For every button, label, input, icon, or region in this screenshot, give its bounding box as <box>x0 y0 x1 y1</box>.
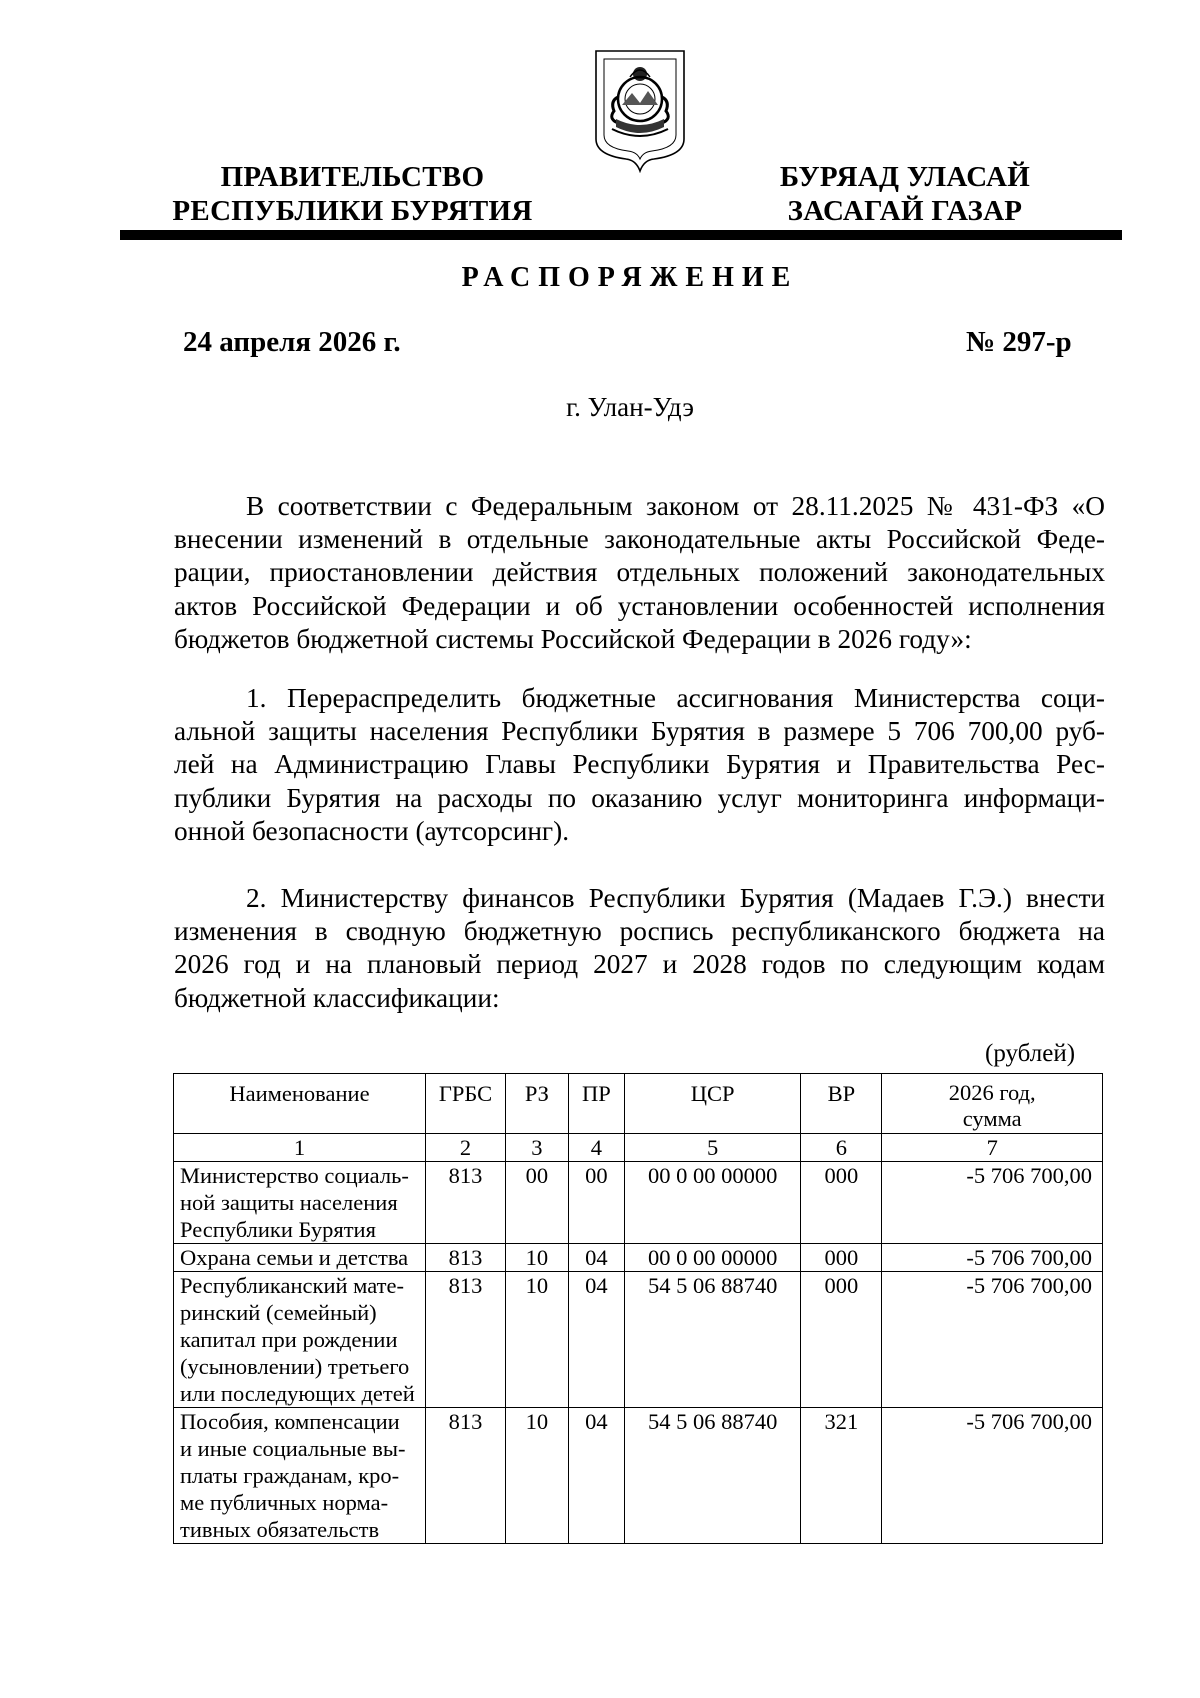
table-header-row <box>174 1074 1103 1134</box>
text-line: бюджетов бюджетной системы Российской Федерации в 2026 году»: <box>174 623 972 654</box>
text-line: 2. Министерству финансов Республики Бурятия (Мадаев Г.Э.) внести <box>246 883 1105 913</box>
row-name <box>174 1408 426 1544</box>
index-cell: 1 <box>174 1134 426 1162</box>
row-name-line: Министерство социаль- <box>180 1163 409 1188</box>
col-header-grbs: ГРБС <box>425 1074 505 1134</box>
row-name-line: Республики Бурятия <box>180 1217 376 1242</box>
text-line: публики Бурятия на расходы по оказанию услуг мониторинга информаци- <box>174 782 1105 813</box>
row-sum: -5 706 700,00 <box>882 1162 1103 1244</box>
col-header-pr: ПР <box>568 1074 624 1134</box>
item-2-paragraph <box>174 882 1105 1015</box>
row-name-line: или последующих детей <box>180 1381 415 1406</box>
row-rz: 00 <box>505 1162 568 1244</box>
header-right-line1: БУРЯАД УЛАСАЙ <box>779 161 1031 193</box>
row-name-line: тивных обязательств <box>180 1517 380 1542</box>
row-name-line: ной защиты населения <box>180 1190 398 1215</box>
col-header-csr: ЦСР <box>624 1074 801 1134</box>
row-name-line: ме публичных норма- <box>180 1490 389 1515</box>
text-line: рации, приостановлении действия отдельных положений законодательных <box>174 557 1105 588</box>
col-header-sum <box>882 1074 1103 1134</box>
table-index-row <box>174 1134 1103 1162</box>
row-grbs: 813 <box>425 1162 505 1244</box>
header-left-line2: РЕСПУБЛИКИ БУРЯТИЯ <box>172 195 533 227</box>
row-grbs: 813 <box>425 1272 505 1408</box>
row-name-line: Охрана семьи и детства <box>180 1245 409 1270</box>
row-rz: 10 <box>505 1244 568 1272</box>
row-vr: 000 <box>801 1244 882 1272</box>
row-pr: 04 <box>568 1408 624 1544</box>
row-pr: 00 <box>568 1162 624 1244</box>
row-name <box>174 1272 426 1408</box>
text-line: изменения в сводную бюджетную роспись республиканского бюджета на <box>174 916 1105 947</box>
text-line: бюджетной классификации: <box>174 982 500 1013</box>
header-left-line1: ПРАВИТЕЛЬСТВО <box>220 161 485 193</box>
item-1-paragraph <box>174 682 1105 848</box>
row-vr: 000 <box>801 1162 882 1244</box>
text-line: онной безопасности (аутсорсинг). <box>174 815 570 846</box>
row-vr: 000 <box>801 1272 882 1408</box>
budget-table <box>173 1073 1103 1544</box>
row-name <box>174 1244 426 1272</box>
row-vr: 321 <box>801 1408 882 1544</box>
header-right-line2: ЗАСАГАЙ ГАЗАР <box>787 195 1023 227</box>
document-date: 24 апреля 2026 г. <box>183 326 401 358</box>
table-row <box>174 1272 1103 1408</box>
document-title: РАСПОРЯЖЕНИЕ <box>461 262 799 293</box>
col-header-name: Наименование <box>174 1074 426 1134</box>
row-grbs: 813 <box>425 1244 505 1272</box>
text-line: внесении изменений в отдельные законодательные акты Российской Феде- <box>174 524 1105 555</box>
table-row <box>174 1162 1103 1244</box>
index-cell: 7 <box>882 1134 1103 1162</box>
row-name <box>174 1162 426 1244</box>
row-name-line: и иные социальные вы- <box>180 1436 406 1461</box>
header-left <box>150 160 555 228</box>
index-cell: 2 <box>425 1134 505 1162</box>
row-csr: 54 5 06 88740 <box>624 1408 801 1544</box>
index-cell: 6 <box>801 1134 882 1162</box>
index-cell: 3 <box>505 1134 568 1162</box>
text-line: 1. Перераспределить бюджетные ассигнования Министерства соци- <box>246 683 1105 713</box>
row-pr: 04 <box>568 1244 624 1272</box>
row-name-line: (усыновлении) третьего <box>180 1354 410 1379</box>
col-header-sum-line1: 2026 год, <box>948 1080 1036 1105</box>
row-rz: 10 <box>505 1272 568 1408</box>
row-name-line: капитал при рождении <box>180 1327 398 1352</box>
text-line: лей на Администрацию Главы Республики Бурятия и Правительства Рес- <box>174 749 1105 780</box>
col-header-vr: ВР <box>801 1074 882 1134</box>
row-name-line: Пособия, компенсации <box>180 1409 400 1434</box>
row-name-line: ринский (семейный) <box>180 1300 377 1325</box>
header-divider <box>120 230 1122 240</box>
document-number: № 297-р <box>966 326 1072 358</box>
text-line: 2026 год и на плановый период 2027 и 2028 годов по следующим кодам <box>174 949 1105 980</box>
row-csr: 00 0 00 00000 <box>624 1162 801 1244</box>
row-name-line: Республиканский мате- <box>180 1273 404 1298</box>
row-csr: 00 0 00 00000 <box>624 1244 801 1272</box>
index-cell: 4 <box>568 1134 624 1162</box>
row-grbs: 813 <box>425 1408 505 1544</box>
document-city: г. Улан-Удэ <box>566 392 694 422</box>
col-header-sum-line2: сумма <box>962 1106 1022 1131</box>
row-name-line: платы гражданам, кро- <box>180 1463 400 1488</box>
text-line: актов Российской Федерации и об установлении особенностей исполнения <box>174 590 1105 621</box>
text-line: В соответствии с Федеральным законом от 28.11.2025 № 431-ФЗ «О <box>246 491 1105 521</box>
row-sum: -5 706 700,00 <box>882 1272 1103 1408</box>
row-csr: 54 5 06 88740 <box>624 1272 801 1408</box>
table-row <box>174 1408 1103 1544</box>
coat-of-arms-icon <box>592 47 688 173</box>
table-row <box>174 1244 1103 1272</box>
text-line: альной защиты населения Республики Бурятия в размере 5 706 700,00 руб- <box>174 716 1105 747</box>
table-unit: (рублей) <box>985 1040 1076 1067</box>
row-pr: 04 <box>568 1272 624 1408</box>
row-sum: -5 706 700,00 <box>882 1244 1103 1272</box>
row-rz: 10 <box>505 1408 568 1544</box>
preamble-paragraph <box>174 490 1105 656</box>
row-sum: -5 706 700,00 <box>882 1408 1103 1544</box>
header-right <box>745 160 1065 228</box>
index-cell: 5 <box>624 1134 801 1162</box>
col-header-rz: РЗ <box>505 1074 568 1134</box>
